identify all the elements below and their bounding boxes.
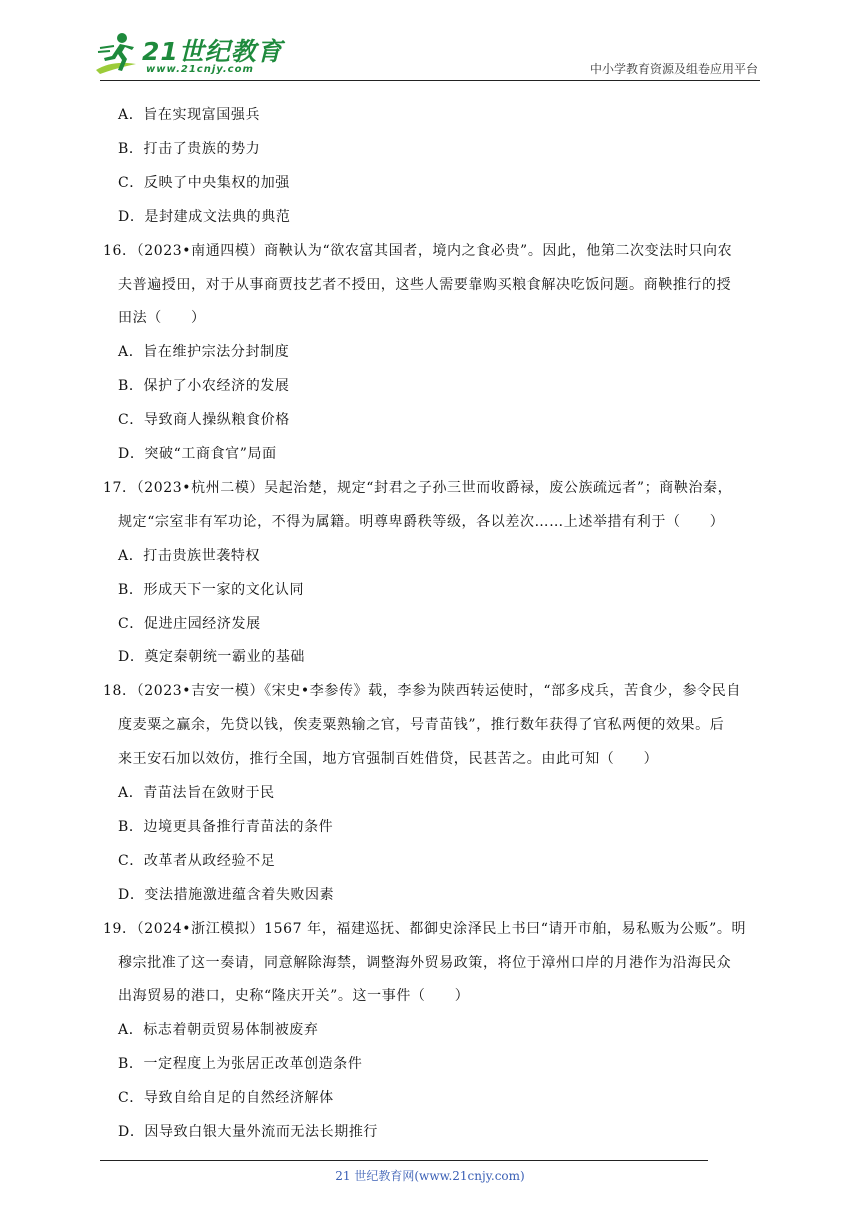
- question-continuation: 来王安石加以效仿，推行全国，地方官强制百姓借贷，民甚苦之。由此可知（ ）: [118, 751, 659, 767]
- answer-option[interactable]: D．是封建成文法典的典范: [118, 209, 291, 225]
- answer-option[interactable]: B．边境更具备推行青苗法的条件: [118, 819, 334, 835]
- question-stem: 17．（2023•杭州二模）吴起治楚，规定“封君之子孙三世而收爵禄，废公族疏远者”；商鞅治秦，: [103, 480, 733, 496]
- answer-option[interactable]: B．形成天下一家的文化认同: [118, 582, 305, 598]
- question-continuation: 田法（ ）: [118, 310, 206, 326]
- answer-option[interactable]: B．保护了小农经济的发展: [118, 378, 290, 394]
- answer-option[interactable]: D．突破“工商食官”局面: [118, 446, 277, 462]
- page-header: [0, 0, 860, 82]
- question-continuation: 夫普遍授田，对于从事商贾技艺者不授田，这些人需要靠购买粮食解决吃饭问题。商鞅推行的授: [118, 277, 732, 293]
- answer-option[interactable]: A．打击贵族世袭特权: [118, 548, 261, 564]
- answer-option[interactable]: A．旨在实现富国强兵: [118, 107, 261, 123]
- answer-option[interactable]: C．改革者从政经验不足: [118, 853, 276, 869]
- runner-logo-icon: [92, 30, 140, 78]
- answer-option[interactable]: C．反映了中央集权的加强: [118, 175, 290, 191]
- answer-option[interactable]: D．奠定秦朝统一霸业的基础: [118, 649, 306, 665]
- answer-option[interactable]: C．导致商人操纵粮食价格: [118, 412, 290, 428]
- question-continuation: 出海贸易的港口，史称“隆庆开关”。这一事件（ ）: [118, 988, 470, 1004]
- answer-option[interactable]: A．旨在维护宗法分封制度: [118, 344, 290, 360]
- question-stem: 19．（2024•浙江模拟）1567 年，福建巡抚、都御史涂泽民上书曰“请开市舶，易私贩为公贩”。明: [103, 921, 747, 937]
- logo-url: www.21cnjy.com: [146, 64, 254, 75]
- answer-option[interactable]: A．青苗法旨在敛财于民: [118, 785, 275, 801]
- answer-option[interactable]: B．打击了贵族的势力: [118, 141, 261, 157]
- answer-option[interactable]: C．导致自给自足的自然经济解体: [118, 1090, 334, 1106]
- answer-option[interactable]: D．变法措施激进蕴含着失败因素: [118, 887, 335, 903]
- footer-divider: [100, 1160, 708, 1161]
- question-continuation: 度麦粟之赢余，先贷以钱，俟麦粟熟输之官，号青苗钱”，推行数年获得了官私两便的效果。后: [118, 717, 725, 733]
- site-logo[interactable]: [92, 30, 282, 80]
- answer-option[interactable]: A．标志着朝贡贸易体制被废弃: [118, 1022, 319, 1038]
- answer-option[interactable]: C．促进庄园经济发展: [118, 616, 261, 632]
- answer-option[interactable]: B．一定程度上为张居正改革创造条件: [118, 1056, 363, 1072]
- logo-text: 21世纪教育: [142, 37, 283, 66]
- question-stem: 18．（2023•吉安一模）《宋史•李参传》载，李参为陕西转运使时，“部多戍兵，苦食少，参令民自: [103, 683, 741, 699]
- header-divider: [100, 80, 760, 81]
- footer-text[interactable]: 21 世纪教育网(www.21cnjy.com): [335, 1169, 525, 1183]
- question-continuation: 规定“宗室非有军功论，不得为属籍。明尊卑爵秩等级，各以差次……上述举措有利于（ ）: [118, 514, 725, 530]
- question-continuation: 穆宗批准了这一奏请，同意解除海禁，调整海外贸易政策，将位于漳州口岸的月港作为沿海民众: [118, 955, 732, 971]
- question-stem: 16．（2023•南通四模）商鞅认为“欲农富其国者，境内之食必贵”。因此，他第二次变法时只向农: [103, 243, 733, 259]
- platform-title: 中小学教育资源及组卷应用平台: [589, 62, 758, 76]
- answer-option[interactable]: D．因导致白银大量外流而无法长期推行: [118, 1124, 379, 1140]
